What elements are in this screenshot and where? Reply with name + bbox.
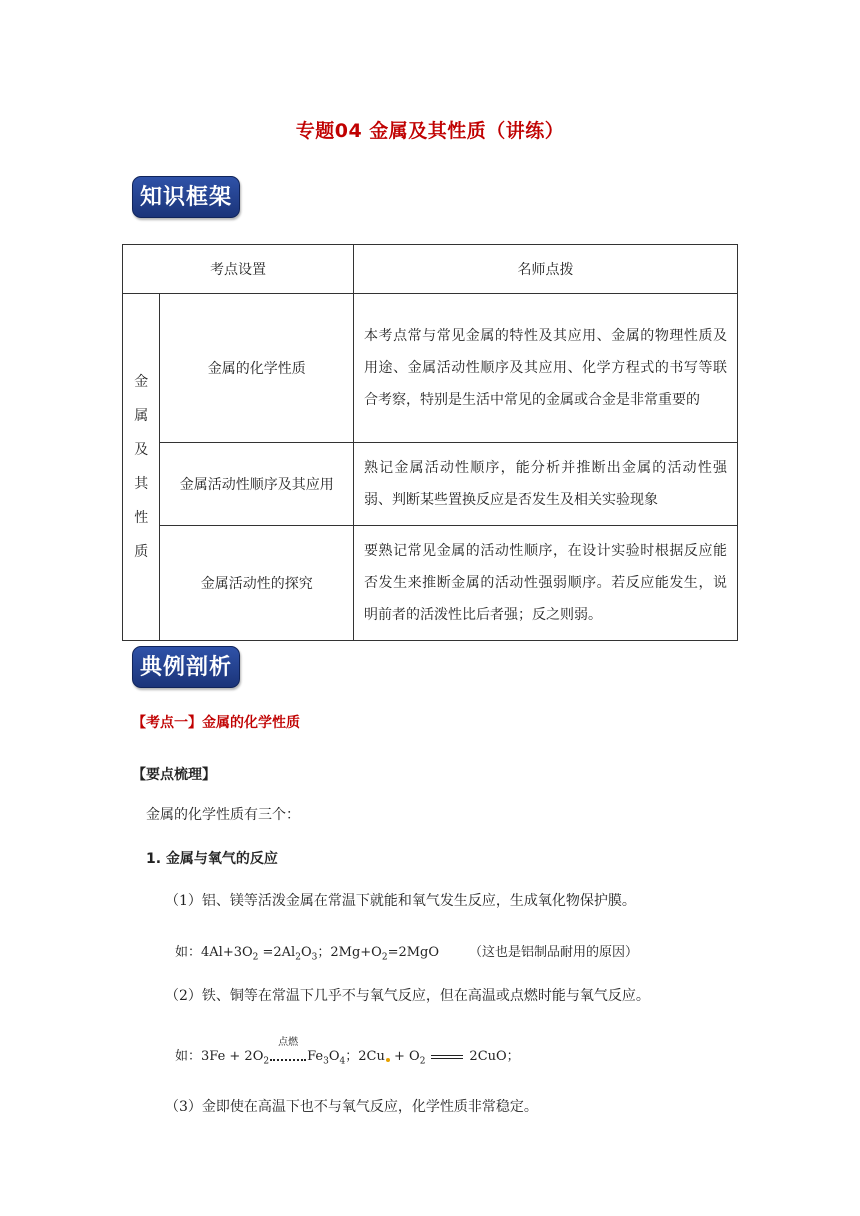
page-title: 专题04 金属及其性质（讲练） — [295, 120, 565, 142]
topic-cell: 金属活动性顺序及其应用 — [160, 443, 354, 526]
tip-cell: 本考点常与常见金属的特性及其应用、金属的物理性质及用途、金属活动性顺序及其应用、化学方程式的书写等联合考察，特别是生活中常见的金属或合金是非常重要的 — [354, 294, 738, 443]
paragraph-3: （3）金即使在高温下也不与氧气反应，化学性质非常稳定。 — [165, 1099, 538, 1115]
tip-cell: 熟记金属活动性顺序，能分析并推断出金属的活动性强弱、判断某些置换反应是否发生及相关实验现象 — [354, 443, 738, 526]
typical-examples-banner: 典例剖析 — [132, 646, 240, 688]
item-heading: 1. 金属与氧气的反应 — [146, 851, 278, 867]
equals-sign — [431, 1055, 463, 1059]
table-header-row — [123, 245, 738, 294]
header-topic: 考点设置 — [123, 245, 354, 294]
paragraph-2: （2）铁、铜等在常温下几乎不与氧气反应，但在高温或点燃时能与氧气反应。 — [165, 988, 650, 1004]
equation-2: 如：$3Fe + 2O_2$ 点燃 $Fe_3O_4$；$2Cu + O_2$ 2CuO； — [175, 1036, 520, 1067]
header-tips: 名师点拨 — [354, 245, 738, 294]
table-row — [123, 443, 738, 526]
reaction-condition: 点燃 — [270, 1053, 306, 1061]
knowledge-table — [122, 244, 738, 641]
key-points-heading: 【要点梳理】 — [132, 767, 216, 783]
side-label: 金 属 及 其 性 质 — [123, 294, 160, 641]
table-row — [123, 294, 738, 443]
topic-cell: 金属活动性的探究 — [160, 526, 354, 641]
paragraph-1: （1）铝、镁等活泼金属在常温下就能和氧气发生反应，生成氧化物保护膜。 — [165, 893, 636, 909]
equation-1: 如：$4Al+3O_2 =2Al_2O_3$；$2Mg+O_2=2MgO$ （这也是铝制品耐用的原因） — [175, 945, 639, 963]
tip-cell: 要熟记常见金属的活动性顺序，在设计实验时根据反应能否发生来推断金属的活动性强弱顺序。若反应能发生，说明前者的活泼性比后者强；反之则弱。 — [354, 526, 738, 641]
intro-text: 金属的化学性质有三个： — [146, 807, 300, 823]
section-heading: 【考点一】金属的化学性质 — [132, 715, 300, 731]
table-row — [123, 526, 738, 641]
knowledge-framework-banner: 知识框架 — [132, 176, 240, 218]
topic-cell: 金属的化学性质 — [160, 294, 354, 443]
